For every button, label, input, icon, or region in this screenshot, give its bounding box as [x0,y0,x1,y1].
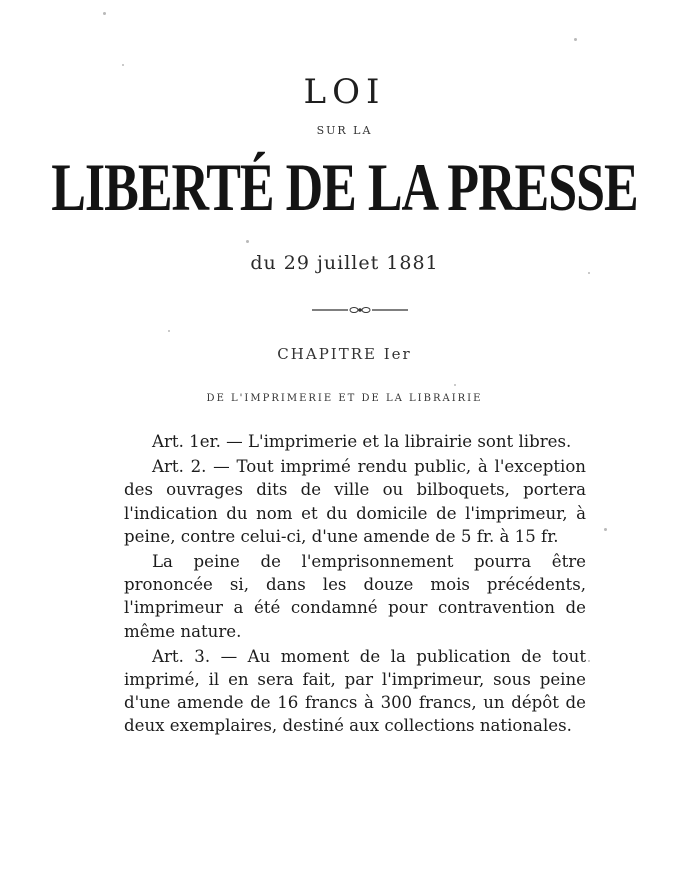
article-paragraph: Art. 2. — Tout imprimé rendu public, à l'exception des ouvrages dits de ville ou bilboquets, portera l'indication du nom et du domicile de l'imprimeur, à peine, contre celui-ci, d'une amende de 5 fr. à 15 fr. [124,457,586,546]
page-title: LIBERTÉ DE LA PRESSE [51,151,638,226]
paper-speck [454,384,456,386]
paper-speck [103,12,106,15]
title-date: du 29 juillet 1881 [250,252,439,274]
paper-speck [168,330,170,332]
ornament-divider-icon [310,303,410,317]
article-paragraph: Art. 3. — Au moment de la publication de tout imprimé, il en sera fait, par l'imprimeur, sous peine d'une amende de 16 francs à 300 francs, un dépôt de deux exemplaires, destiné aux collections nationales. [124,646,586,736]
title-loi: LOI [303,72,386,112]
article-paragraph: Art. 1er. — L'imprimerie et la librairie sont libres. [152,432,572,451]
title-sur: SUR LA [316,124,373,137]
paper-speck [574,38,577,41]
paper-speck [122,64,124,66]
paper-speck [246,240,249,243]
paper-speck [604,528,607,531]
chapter-subtitle: DE L'IMPRIMERIE ET DE LA LIBRAIRIE [206,393,483,404]
article-text [124,430,586,740]
chapter-heading: CHAPITRE Ier [277,345,412,363]
paper-speck [588,660,590,662]
article-paragraph: La peine de l'emprisonnement pourra être prononcée si, dans les douze mois précédents, l'imprimeur a été condamné pour contravention de même nature. [124,552,586,641]
